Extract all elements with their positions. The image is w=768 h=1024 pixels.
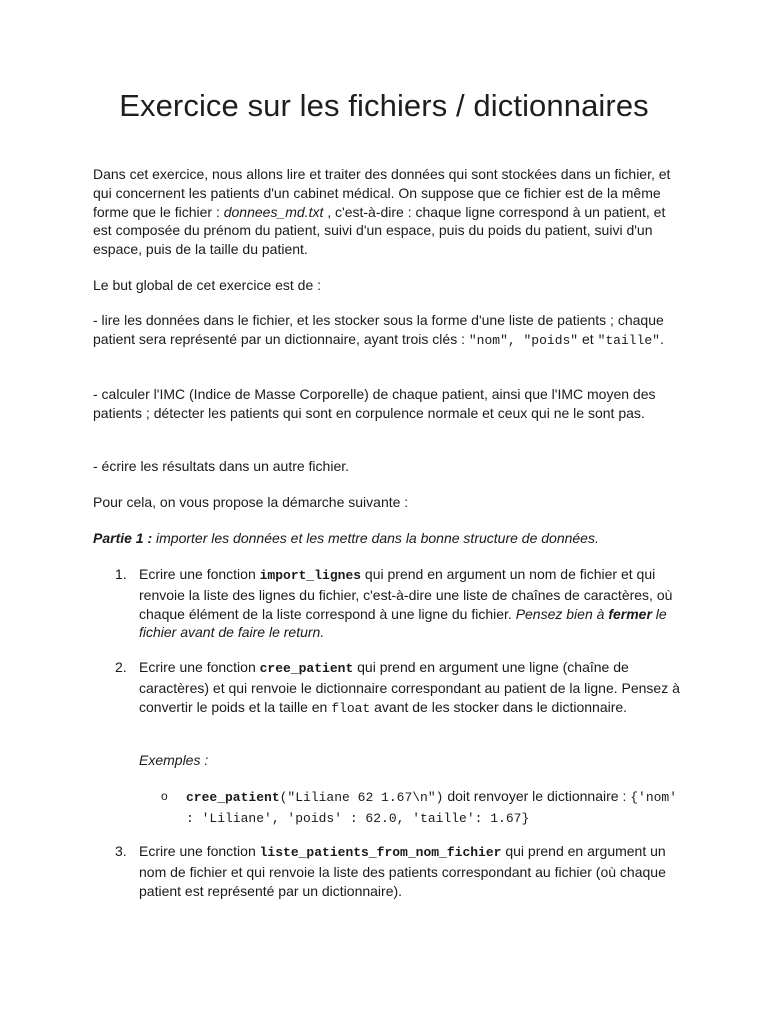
code-float: float [331, 700, 371, 716]
step-2-number: 2. [115, 659, 127, 675]
examples-label: Exemples : [139, 752, 209, 768]
document-title: Exercice sur les fichiers / dictionnaires [119, 88, 649, 123]
fn-cree-patient: cree_patient [259, 661, 354, 676]
bullet-icon: o [161, 789, 168, 803]
step-2-text [139, 658, 684, 718]
intro-text-end: , c'est-à-dire : chaque ligne correspond à un patient, et est composée du prénom du patient, suivi d'un espace, puis du poids du patient, suivi d'un espace, puis de la taille du patient. [93, 203, 666, 258]
fn-import-lignes: import_lignes [259, 568, 362, 583]
key-poids: "poids" [523, 332, 579, 348]
step-1-hint-end: le fichier avant de faire le return. [139, 605, 667, 641]
part1-description: importer les données et les mettre dans la bonne structure de données. [152, 530, 599, 546]
example-fn: cree_patient [186, 790, 280, 805]
key-and: et [578, 330, 598, 347]
goal-paragraph: Le but global de cet exercice est de : [93, 277, 322, 293]
step-2-pre: Ecrire une fonction [139, 659, 260, 675]
step-2-post-end: avant de les stocker dans le dictionnaire. [370, 698, 628, 715]
step-1-text [139, 565, 684, 642]
example-result: {'nom' : 'Liliane', 'poids' : 62.0, 'taille': 1.67} [186, 790, 678, 826]
example-mid: doit renvoyer le dictionnaire : [443, 788, 631, 804]
step-3-text [139, 842, 684, 900]
task-compute-paragraph: - calculer l'IMC (Indice de Masse Corporelle) de chaque patient, ainsi que l'IMC moyen des patients ; détecter les patients qui sont en corpulence normale et ceux qui ne le sont pas. [93, 386, 656, 421]
step-1-number: 1. [115, 566, 127, 582]
intro-text: Dans cet exercice, nous allons lire et traiter des données qui sont stockées dans un fichier, et qui concernent les patients d'un cabinet médical. On suppose que ce fichier est de la même forme que le fichier : [93, 166, 671, 220]
task-read-text: - lire les données dans le fichier, et les stocker sous la forme d'une liste de patients ; chaque patient sera représenté par un dictionnaire, ayant trois clés : [93, 312, 664, 347]
example-item [186, 787, 686, 829]
key-taille: "taille" [597, 332, 660, 348]
step-3-post: qui prend en argument un nom de fichier et qui renvoie la liste des patients correspondant au fichier (où chaque patient est représenté par un dictionnaire). [139, 843, 666, 899]
step-3-pre: Ecrire une fonction [139, 843, 260, 859]
step-3-number: 3. [115, 843, 127, 859]
part1-label: Partie 1 : [93, 530, 153, 546]
fn-liste-patients: liste_patients_from_nom_fichier [259, 845, 502, 860]
step-1-pre: Ecrire une fonction [139, 566, 260, 582]
key-nom: "nom" [468, 332, 508, 348]
step-1-hint: Pensez bien à [515, 605, 609, 622]
intro-paragraph [93, 165, 683, 259]
step-1-hint-bold: fermer [608, 605, 652, 622]
data-filename: donnees_md.txt [223, 203, 324, 220]
task-write-paragraph: - écrire les résultats dans un autre fichier. [93, 458, 350, 474]
task-read-paragraph [93, 311, 683, 351]
step-2-post: qui prend en argument une ligne (chaîne de caractères) et qui renvoie le dictionnaire correspondant au patient de la ligne. Pensez à convertir le poids et la taille en [139, 659, 680, 715]
task-read-end: . [660, 330, 664, 347]
step-1-post: qui prend en argument un nom de fichier et qui renvoie la liste des lignes du fichier, c'est-à-dire une liste de chaînes de caractères, où chaque élément de la liste correspond à une ligne du fichier. [139, 566, 673, 622]
key-separator: , [507, 332, 524, 348]
approach-paragraph: Pour cela, on vous propose la démarche suivante : [93, 494, 409, 510]
example-call: ("Liliane 62 1.67\n") [279, 790, 444, 805]
part1-heading [93, 529, 683, 548]
